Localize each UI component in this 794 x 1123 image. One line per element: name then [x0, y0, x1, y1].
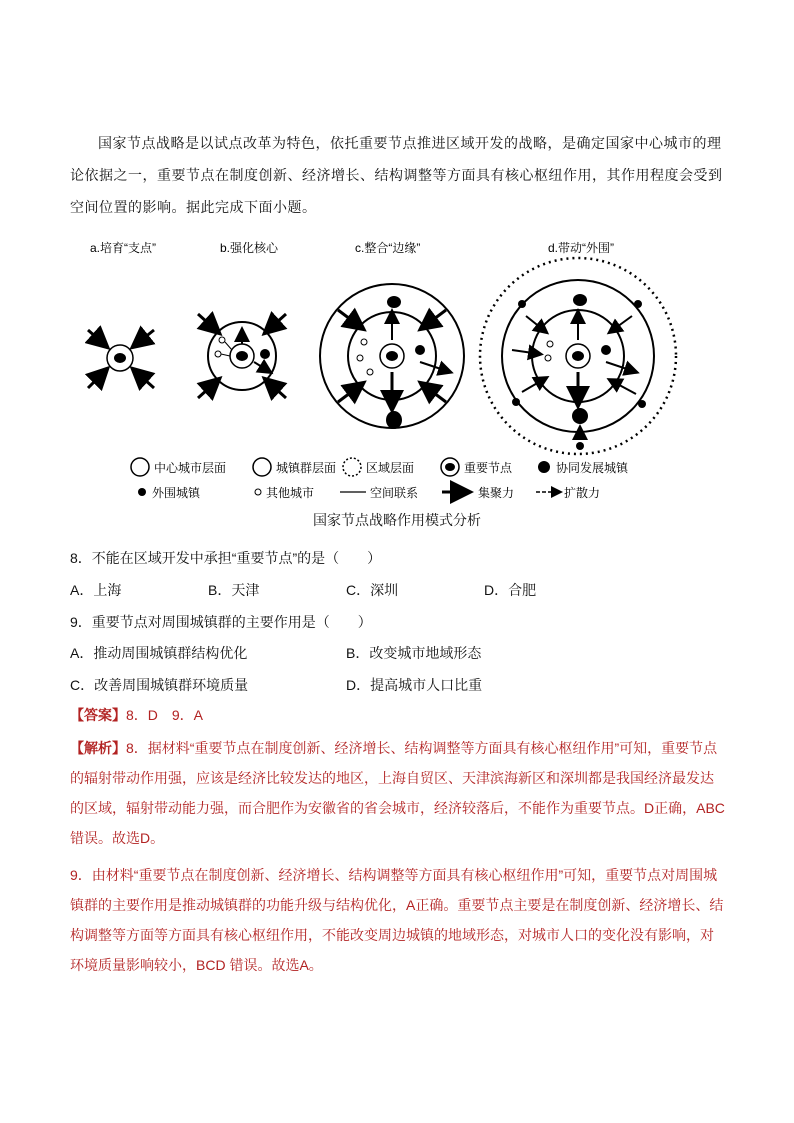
panel-title-c: c.整合“边缘”	[355, 241, 421, 255]
legend-label: 协同发展城镇	[556, 461, 629, 475]
answer-tag: 【答案】	[70, 707, 126, 723]
answer-text: 8．D 9．A	[126, 707, 204, 723]
panel-c	[320, 284, 464, 429]
q9-option-b: B．改变城市地域形态	[346, 645, 482, 661]
q8-option-c: C．深圳	[346, 582, 399, 598]
legend-label: 城镇群层面	[276, 461, 337, 475]
legend-label: 空间联系	[370, 486, 419, 500]
strategy-diagram	[70, 232, 730, 512]
legend	[131, 458, 629, 500]
intro-paragraph: 国家节点战略是以试点改革为特色，依托重要节点推进区域开发的战略，是确定国家中心城市的理论依据之一，重要节点在制度创新、经济增长、结构调整等方面具有核心枢纽作用，其作用程度会受到空间位置的影响。据此完成下面小题。	[70, 136, 723, 216]
question-9-stem: 9．重要节点对周围城镇群的主要作用是（ ）	[70, 614, 372, 630]
panel-b	[198, 314, 286, 398]
q9-option-d: D．提高城市人口比重	[346, 677, 483, 693]
legend-label: 其他城市	[266, 486, 315, 500]
q8-option-d: D．合肥	[484, 582, 537, 598]
explanation-tag: 【解析】	[70, 740, 126, 756]
explanation-8-text: 8．据材料“重要节点在制度创新、经济增长、结构调整等方面具有核心枢纽作用”可知，重要节点的辐射带动作用强，应该是经济比较发达的地区，上海自贸区、天津滨海新区和深圳都是我国经济最发达的区域，辐射带动能力强，而合肥作为安徽省的省会城市，经济较落后，不能作为重要节点。D正确，ABC错误。故选D。	[70, 740, 725, 846]
figure-caption: 国家节点战略作用模式分析	[313, 513, 481, 529]
q9-option-c: C．改善周围城镇群环境质量	[70, 677, 249, 693]
strategy-figure	[70, 232, 730, 532]
panel-title-a: a.培育“支点”	[90, 241, 157, 255]
legend-label: 重要节点	[464, 461, 513, 475]
legend-label: 集聚力	[478, 486, 515, 500]
panel-title-b: b.强化核心	[220, 241, 279, 255]
q8-option-b: B．天津	[208, 582, 260, 598]
q9-option-a: A．推动周围城镇群结构优化	[70, 645, 248, 661]
explanation-9: 9．由材料“重要节点在制度创新、经济增长、结构调整等方面具有核心枢纽作用”可知，重要节点对周围城镇群的主要作用是推动城镇群的功能升级与结构优化，A正确。重要节点主要是在制度创新、经济增长、结构调整等方面等方面具有核心枢纽作用，不能改变周边城镇的地域形态，对城市人口的变化没有影响，对环境质量影响较小，BCD 错误。故选A。	[70, 867, 724, 973]
legend-label: 中心城市层面	[154, 461, 227, 475]
q8-option-a: A．上海	[70, 582, 122, 598]
legend-label: 区域层面	[366, 461, 415, 475]
legend-label: 外围城镇	[152, 486, 201, 500]
legend-label: 扩散力	[564, 486, 601, 500]
question-8-stem: 8．不能在区域开发中承担“重要节点”的是（ ）	[70, 550, 382, 566]
panel-d	[480, 258, 676, 454]
panel-a	[88, 330, 154, 388]
answer-line	[70, 705, 203, 725]
panel-title-d: d.带动“外围”	[548, 241, 615, 255]
explanation-8	[70, 733, 726, 853]
